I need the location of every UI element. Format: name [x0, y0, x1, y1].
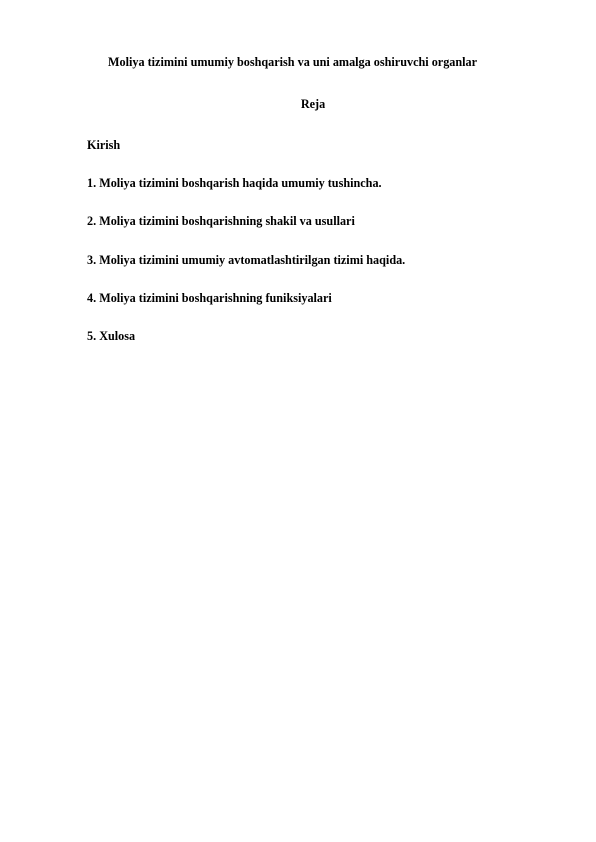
toc-item-2: 2. Moliya tizimini boshqarishning shakil va usullari [87, 214, 355, 229]
table-of-contents [87, 137, 405, 366]
toc-item-3: 3. Moliya tizimini umumiy avtomatlashtirilgan tizimi haqida. [87, 252, 406, 267]
plan-heading: Reja [300, 97, 326, 111]
toc-item-4: 4. Moliya tizimini boshqarishning funiksiyalari [87, 290, 332, 305]
toc-item-1: 1. Moliya tizimini boshqarish haqida umumiy tushincha. [87, 176, 382, 191]
toc-item-introduction: Kirish [87, 138, 121, 152]
toc-item-conclusion: 5. Xulosa [87, 328, 136, 343]
document-title: Moliya tizimini umumiy boshqarish va uni amalga oshiruvchi organlar [108, 55, 478, 69]
